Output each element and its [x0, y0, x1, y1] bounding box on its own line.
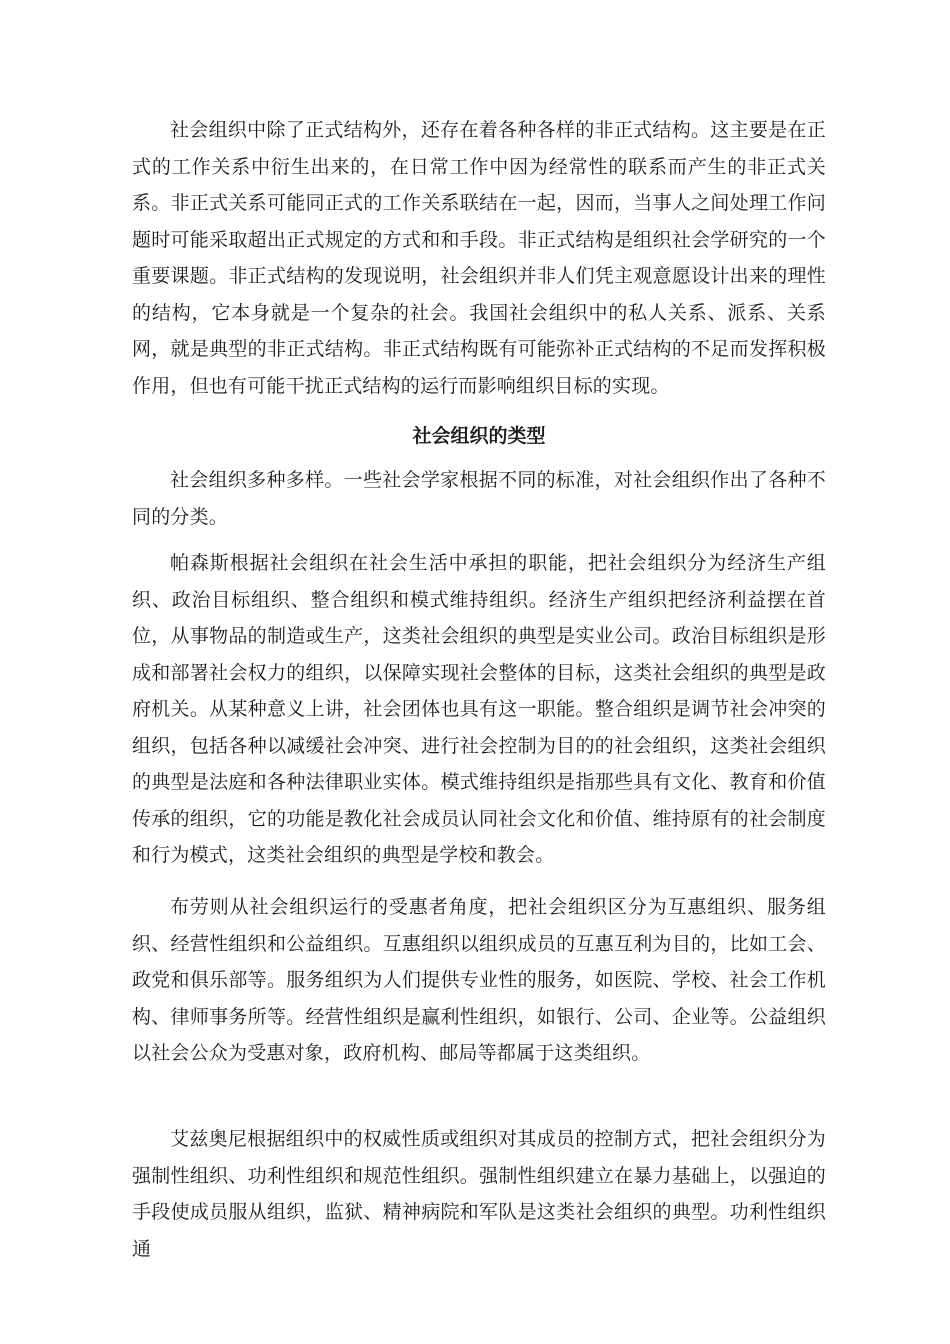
paragraph-etzioni: 艾兹奥尼根据组织中的权威性质或组织对其成员的控制方式，把社会组织分为强制性组织、功利性组织和规范性组织。强制性组织建立在暴力基础上，以强迫的手段使成员服从组织，监狱、精神病院和军队是这类社会组织的典型。功利性组织通 [132, 1128, 826, 1260]
paragraph-parsons: 帕森斯根据社会组织在社会生活中承担的职能，把社会组织分为经济生产组织、政治目标组织、整合组织和模式维持组织。经济生产组织把经济利益摆在首位，从事物品的制造或生产，这类社会组织的典型是实业公司。政治目标组织是形成和部署社会权力的组织，以保障实现社会整体的目标，这类社会组织的典型是政府机关。从某种意义上讲，社会团体也具有这一职能。整合组织是调节社会冲突的组织，包括各种以减缓社会冲突、进行社会控制为目的的社会组织，这类社会组织的典型是法庭和各种法律职业实体。模式维持组织是指那些具有文化、教育和价值传承的组织，它的功能是教化社会成员认同社会文化和价值、维持原有的社会制度和行为模式，这类社会组织的典型是学校和教会。 [132, 552, 826, 866]
paragraph-informal-structure: 社会组织中除了正式结构外，还存在着各种各样的非正式结构。这主要是在正式的工作关系中衍生出来的，在日常工作中因为经常性的联系而产生的非正式关系。非正式关系可能同正式的工作关系联结在一起，因而，当事人之间处理工作问题时可能采取超出正式规定的方式和和手段。非正式结构是组织社会学研究的一个重要课题。非正式结构的发现说明，社会组织并非人们凭主观意愿设计出来的理性的结构，它本身就是一个复杂的社会。我国社会组织中的私人关系、派系、关系网，就是典型的非正式结构。非正式结构既有可能弥补正式结构的不足而发挥积极作用，但也有可能干扰正式结构的运行而影响组织目标的实现。 [132, 119, 826, 397]
section-heading: 社会组织的类型 [412, 425, 546, 447]
paragraph-intro-types: 社会组织多种多样。一些社会学家根据不同的标准，对社会组织作出了各种不同的分类。 [132, 469, 826, 528]
paragraph-blau: 布劳则从社会组织运行的受惠者角度，把社会组织区分为互惠组织、服务组织、经营性组织和公益组织。互惠组织以组织成员的互惠互利为目的，比如工会、政党和俱乐部等。服务组织为人们提供专业性的服务，如医院、学校、社会工作机构、律师事务所等。经营性组织是赢利性组织，如银行、公司、企业等。公益组织以社会公众为受惠对象，政府机构、邮局等都属于这类组织。 [132, 896, 826, 1064]
